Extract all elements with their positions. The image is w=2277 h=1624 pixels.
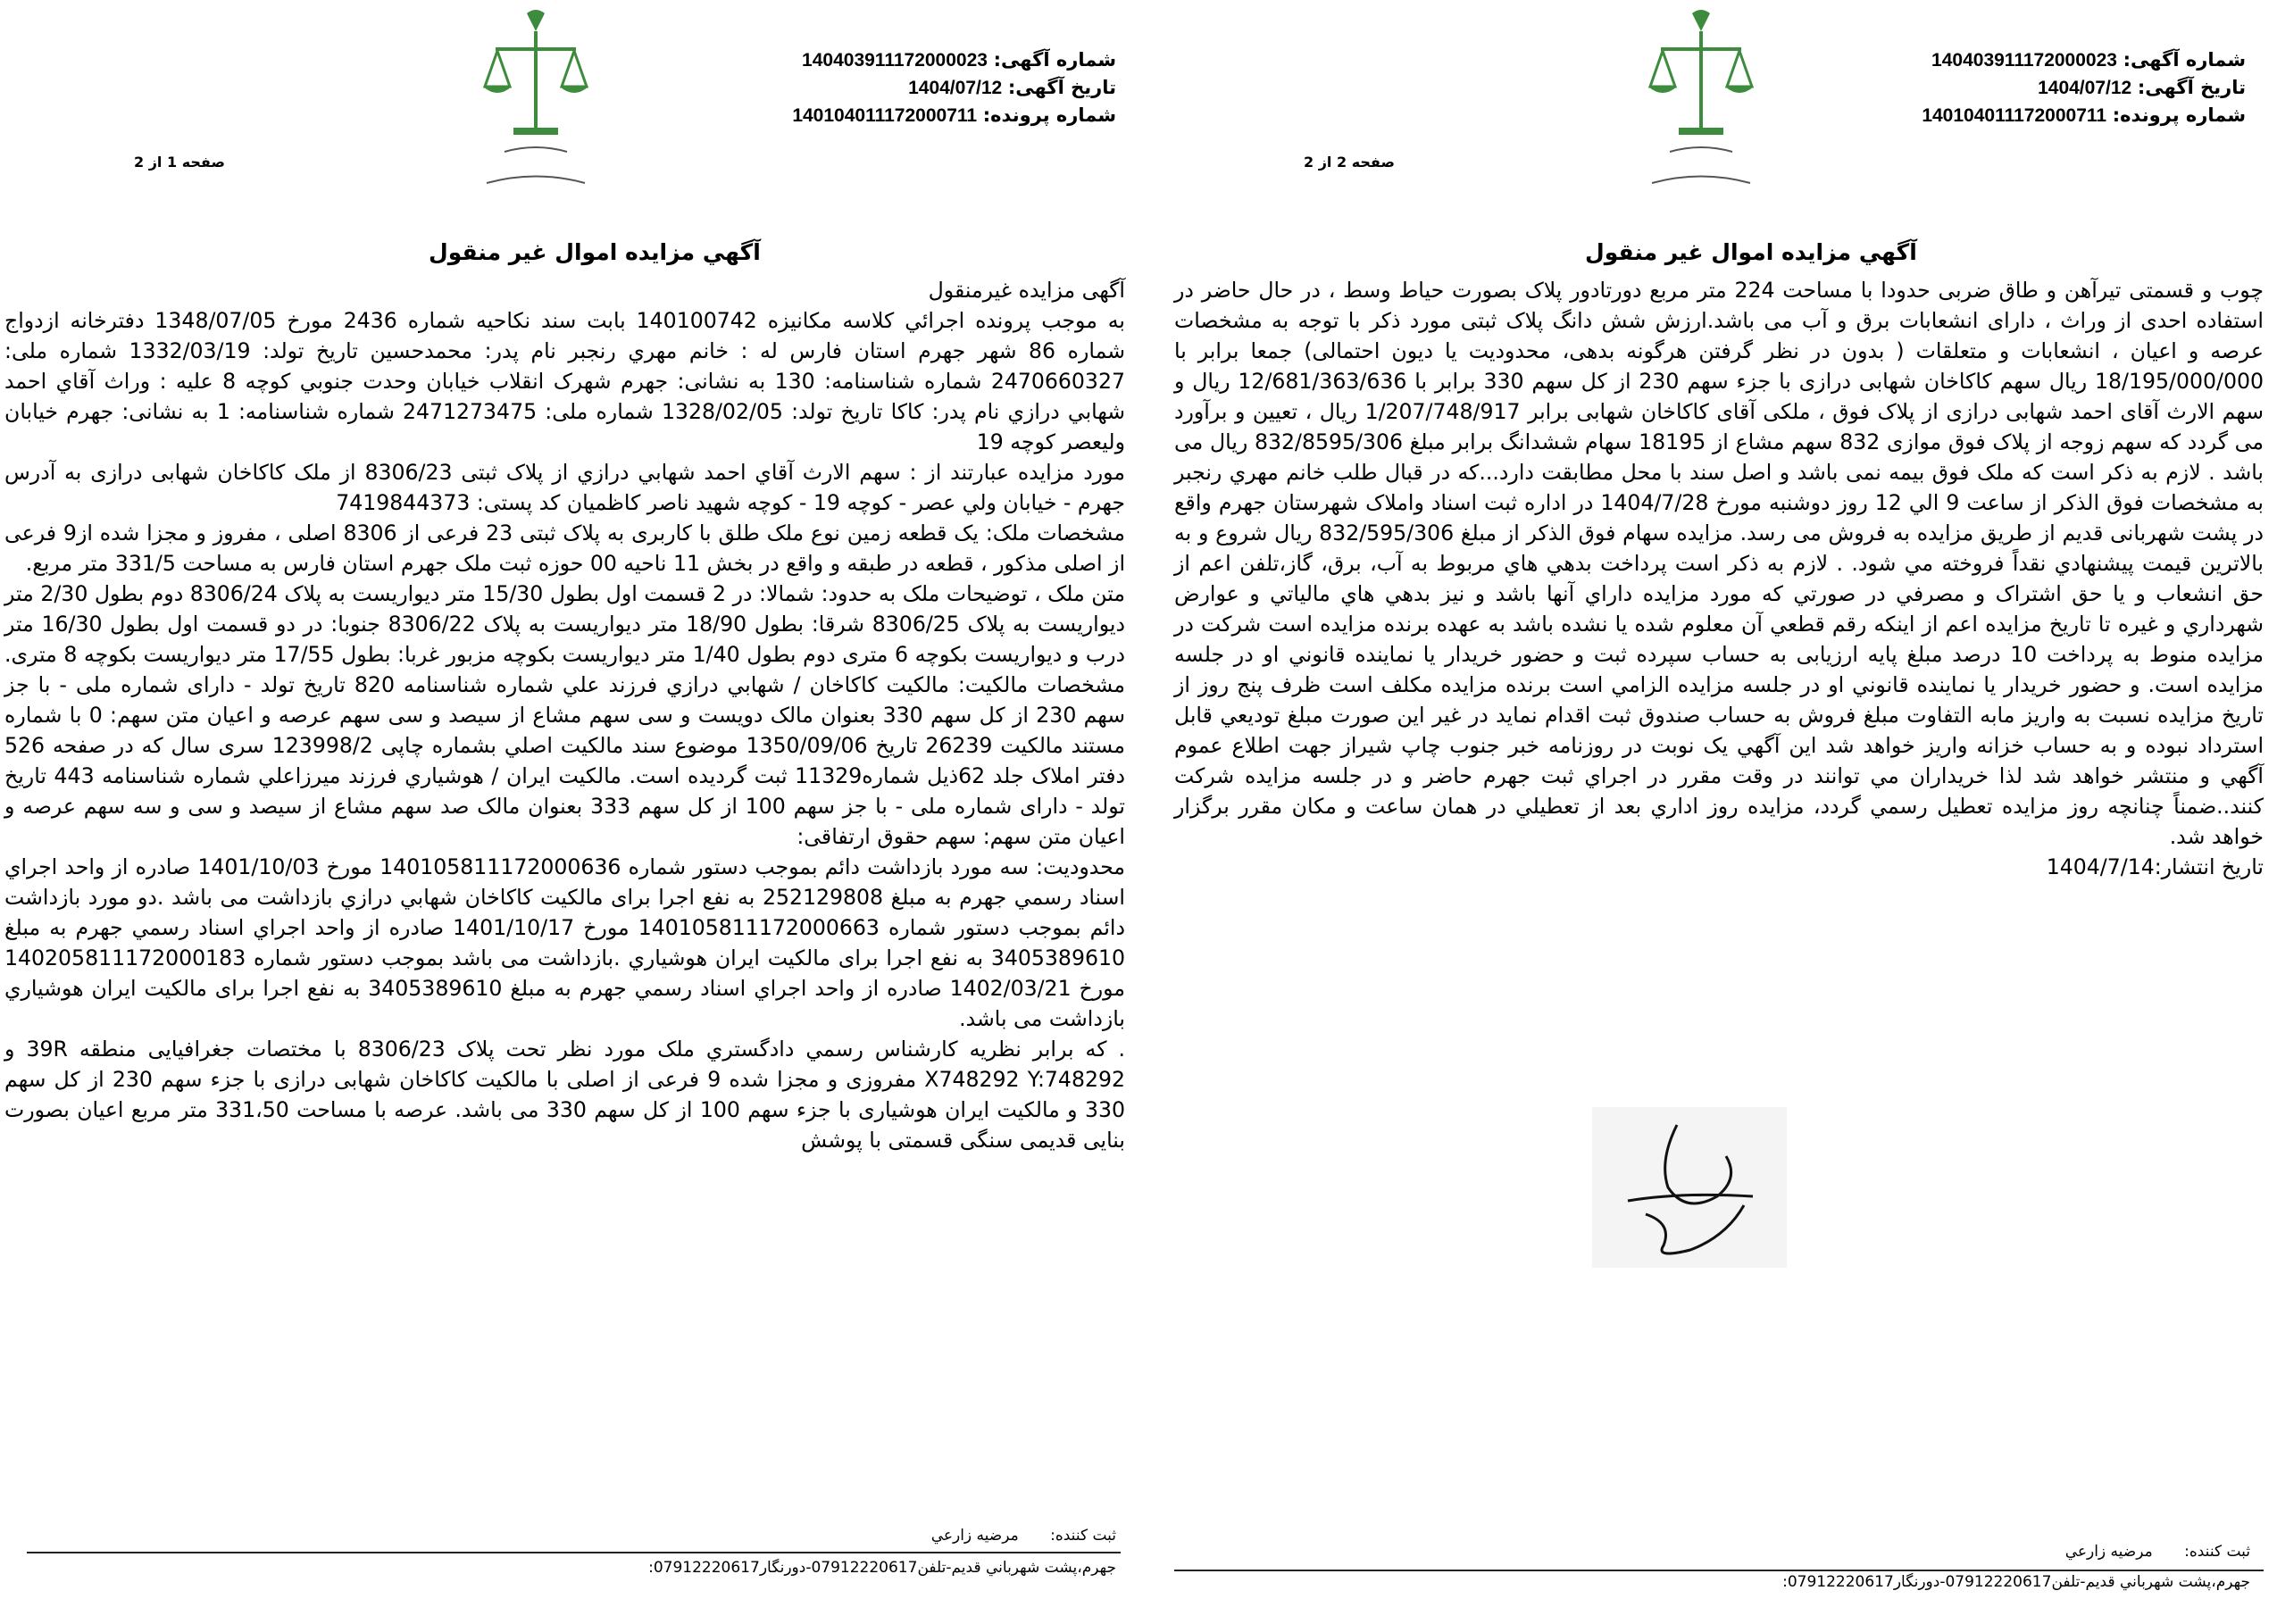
ad-date: 1404/07/12 [908, 78, 1003, 98]
paragraph: مشخصات ملک: يک قطعه زمين نوع ملک طلق با کاربری به پلاک ثبتی 23 فرعی از 8306 اصلی ، مفروز و مجزا شده از9 فرعی از اصلی مذکور ، قطعه در طبقه و واقع در بخش 11 ناحيه 00 حوزه ثبت ملک جهرم استان فارس به مساحت 331/5 متر مربع. [4, 521, 1126, 576]
paragraph: متن ملک ، توضيحات ملک به حدود: شمالا: در 2 قسمت اول بطول 15/30 متر ديواريست به پلاک 8306/24 دوم بطول 2/30 متر ديواريست به پلاک 8306/25 شرقا: بطول 18/90 متر ديواريست به پلاک 8306/22 جنوبا: در دو قسمت اول بطول 16/30 متر درب و ديواريست بکوچه 6 متری دوم بطول 1/40 متر ديواريست بکوچه مزبور غربا: بطول 17/55 متر ديواريست بکوچه 8 متری. مشخصات مالکيت: مالکيت کاکاخان / شهابي درازي فرزند علي شماره شناسنامه 820 تاريخ تولد - دارای شماره ملی - با جز سهم 230 از کل سهم 330 بعنوان مالک دويست و سی سهم مشاع از سيصد و سی سهم عرصه و اعيان متن سهم: 0 با شماره مستند مالکيت 26239 تاريخ 1350/09/06 موضوع سند مالکيت اصلي بشماره چاپی 123998/2 سری سال که در صفحه 526 دفتر املاک جلد 62ذيل شماره11329 ثبت گرديده است. مالکيت ايران / هوشياري فرزند ميرزاعلي شماره شناسنامه 443 تاريخ تولد - دارای شماره ملی - با جز سهم 100 از کل سهم 333 بعنوان مالک صد سهم مشاع از سيصد و سی و سه سهم عرصه و اعيان متن سهم: سهم حقوق ارتفاقی: [4, 581, 1126, 849]
paragraph: به موجب پرونده اجرائي کلاسه مکانيزه 140100742 بابت سند نکاحيه شماره 2436 مورخ 1348/07/05 دفترخانه ازدواج شماره 86 شهر جهرم استان فارس له : خانم مهري رنجبر نام پدر: محمدحسين تاريخ تولد: 1332/03/19 شماره ملی: 2470660327 شماره شناسنامه: 130 به نشانی: جهرم شهرک انقلاب خيابان وحدت جنوبي کوچه 8 عليه : وراث آقاي احمد شهابي درازي نام پدر: کاکا تاريخ تولد: 1328/02/05 شماره ملی: 2471273475 شماره شناسنامه: 1 به نشانی: جهرم خيابان وليعصر کوچه 19 [4, 308, 1126, 454]
auction-notice-body [4, 275, 1125, 1155]
ad-date-label: تاریخ آگهی: [2137, 77, 2246, 98]
paragraph: مورد مزايده عبارتند از : سهم الارث آقاي احمد شهابي درازي از پلاک ثبتی 8306/23 از ملک کاکاخان شهابی درازی به آدرس جهرم - خيابان ولي عصر - کوچه 19 - کوچه شهيد ناصر کاظميان کد پستی: 7419844373 [4, 460, 1125, 515]
registrar-label: ثبت کننده: [2184, 1543, 2250, 1561]
registrar-name: مرضيه زارعي [930, 1527, 1019, 1545]
auction-notice-body [1174, 275, 2264, 882]
ad-number: 140403911172000023 [1931, 50, 2117, 71]
office-address: جهرم،پشت شهرباني قديم-تلفن07912220617-دورنگار07912220617: [648, 1559, 1116, 1577]
registrar [2065, 1543, 2250, 1561]
page-number: صفحه 1 از 2 [134, 154, 225, 171]
judiciary-emblem-icon [1643, 4, 1759, 201]
ad-number: 140403911172000023 [802, 50, 988, 71]
page-1 [0, 0, 1138, 1624]
page-2 [1138, 0, 2277, 1624]
ad-date: 1404/07/12 [2038, 78, 2132, 98]
registrar [931, 1527, 1116, 1545]
registrar-name: مرضيه زارعي [2064, 1543, 2153, 1561]
registrar-label: ثبت کننده: [1050, 1527, 1116, 1545]
case-number: 140104011172000711 [1922, 105, 2107, 126]
footer-divider [1174, 1570, 2264, 1571]
page-number: صفحه 2 از 2 [1304, 154, 1395, 171]
page-title: آگهي مزايده اموال غير منقول [429, 239, 761, 265]
paragraph: آگهی مزایده غیرمنقول [928, 278, 1125, 303]
judiciary-emblem-icon [478, 4, 594, 201]
case-number: 140104011172000711 [792, 105, 978, 126]
office-address: جهرم،پشت شهرباني قديم-تلفن07912220617-دورنگار07912220617: [1782, 1573, 2250, 1591]
ad-number-label: شماره آگهی: [993, 49, 1116, 71]
ad-date-label: تاریخ آگهی: [1007, 77, 1116, 98]
publish-date: تاريخ انتشار:1404/7/14 [2046, 854, 2264, 879]
signature [1592, 1107, 1787, 1268]
page-title: آگهي مزايده اموال غير منقول [1585, 239, 1917, 265]
paragraph: محدوديت: سه مورد بازداشت دائم بموجب دستور شماره 140105811172000636 مورخ 1401/10/03 صادره از واحد اجراي اسناد رسمي جهرم به مبلغ 252129808 به نفع اجرا برای مالکيت کاکاخان شهابي درازي بازداشت می باشد .دو مورد بازداشت دائم بموجب دستور شماره 140105811172000663 مورخ 1401/10/17 صادره از واحد اجراي اسناد رسمي جهرم به مبلغ 3405389610 به نفع اجرا برای مالکيت ايران هوشياري .بازداشت می باشد بموجب دستور شماره 140205811172000183 مورخ 1402/03/21 صادره از واحد اجراي اسناد رسمي جهرم به مبلغ 3405389610 به نفع اجرا برای مالکيت ايران هوشياري بازداشت می باشد. [4, 854, 1126, 1031]
footer-divider [27, 1552, 1121, 1553]
paragraph: چوب و قسمتی تيرآهن و طاق ضربی حدودا با مساحت 224 متر مربع دورتادور پلاک بصورت حياط وسط ، در حال حاضر در استفاده احدی از وراث ، دارای انشعابات برق و آب می باشد.ارزش شش دانگ پلاک ثبتی مورد ذکر با توجه به مشخصات عرصه و اعيان ، انشعابات و متعلقات ( بدون در نظر گرفتن هرگونه بدهی، محدوديت يا ديون احتمالی) جمعا برابر با 18/195/000/000 ريال سهم کاکاخان شهابی درازی با جزء سهم 230 از کل سهم 330 برابر با 12/681/363/636 ريال و سهم الارث آقای احمد شهابی درازی از پلاک فوق ، ملکی آقای کاکاخان شهابی برابر 1/207/748/917 ريال ، تعيين و برآورد می گردد که سهم زوجه از پلاک فوق موازی 832 سهم مشاع از 18195 سهام ششدانگ برابر مبلغ 832/8595/306 ريال می باشد . لازم به ذکر است که ملک فوق بيمه نمی باشد و اصل سند با محل مطابقت دارد...که در قبال طلب خانم مهري رنجبر به مشخصات فوق الذکر از ساعت 9 الي 12 روز دوشنبه مورخ 1404/7/28 در اداره ثبت اسناد واملاک شهرستان جهرم واقع در پشت شهربانی قديم از طريق مزايده به فروش می رسد. مزايده سهام فوق الذکر از مبلغ 832/595/306 ريال شروع و به بالاترين قيمت پيشنهادي نقداً فروخته مي شود. . لازم به ذکر است پرداخت بدهي هاي مربوط به آب، برق، گاز،تلفن اعم از حق انشعاب و يا حق اشتراک و مصرفي در صورتي که مورد مزايده داراي آنها باشد و نيز بدهي هاي مالياتي و عوارض شهرداري و غيره تا تاريخ مزايده اعم از اينکه رقم قطعي آن معلوم شده يا نشده باشد به عهده برنده مزايده است شرکت در مزايده منوط به پرداخت 10 درصد مبلغ پايه ارزيابی به حساب سپرده ثبت و حضور خريدار يا نماينده قانوني او در جلسه مزايده است. و حضور خريدار يا نماينده قانوني او در جلسه مزايده الزامي است برنده مزايده مکلف است ظرف پنج روز از تاريخ مزايده نسبت به واريز مابه التفاوت مبلغ فروش به حساب صندوق ثبت اقدام نمايد در غير اين صورت مبلغ توديعي قابل استرداد نبوده و به حساب خزانه واريز خواهد شد اين آگهي يک نوبت در روزنامه خبر جنوب چاپ شيراز جهت اطلاع عموم آگهي و منتشر خواهد شد لذا خريداران مي توانند در وقت مقرر در اجراي ثبت جهرم حاضر و در جلسه مزايده شرکت کنند..ضمناً چنانچه روز مزايده تعطيل رسمي گردد، مزايده روز اداري بعد از تعطيلي در همان ساعت و مکان مقرر برگزار خواهد شد. [1174, 278, 2264, 849]
ad-meta [1922, 46, 2246, 129]
case-number-label: شماره پرونده: [2112, 104, 2246, 126]
ad-number-label: شماره آگهی: [2123, 49, 2246, 71]
case-number-label: شماره پرونده: [982, 104, 1116, 126]
ad-meta [792, 46, 1116, 129]
paragraph: . که برابر نظريه کارشناس رسمي دادگستري ملک مورد نظر تحت پلاک 8306/23 با مختصات جغرافيايی منطقه 39R و X748292 Y:748292 مفروزی و مجزا شده 9 فرعی از اصلی با مالکيت کاکاخان شهابی درازی با جزء سهم 230 از کل سهم 330 و مالکيت ايران هوشياری با جزء سهم 100 از کل سهم 330 می باشد. عرصه با مساحت 331،50 متر مربع اعيان بصورت بنايی قديمی سنگی قسمتی با پوشش [4, 1037, 1125, 1153]
